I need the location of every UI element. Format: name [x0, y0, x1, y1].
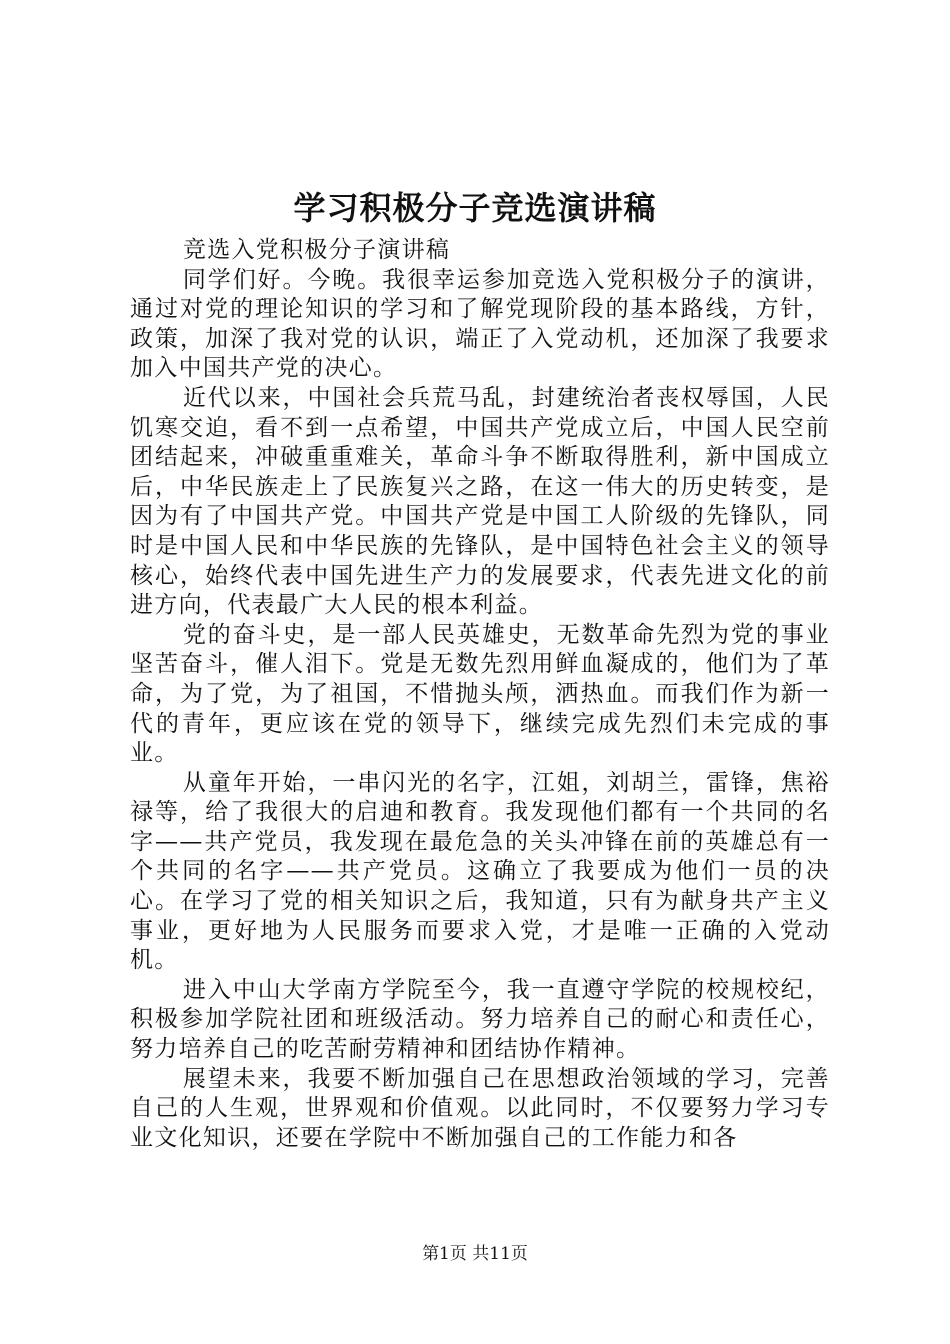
- paragraph: 同学们好。今晚。我很幸运参加竞选入党积极分子的演讲，通过对党的理论知识的学习和了解党现阶段的基本路线，方针，政策，加深了我对党的认识，端正了入党动机，还加深了我要求加入中国共产党的决心。: [130, 266, 830, 382]
- paragraph: 从童年开始，一串闪光的名字，江姐，刘胡兰，雷锋，焦裕禄等，给了我很大的启迪和教育。我发现他们都有一个共同的名字——共产党员，我发现在最危急的关头冲锋在前的英雄总有一个共同的名字——共产党员。这确立了我要成为他们一员的决心。在学习了党的相关知识之后，我知道，只有为献身共产主义事业，更好地为人民服务而要求入党，才是唯一正确的入党动机。: [130, 769, 830, 974]
- paragraph: 进入中山大学南方学院至今，我一直遵守学院的校规校纪，积极参加学院社团和班级活动。努力培养自己的耐心和责任心，努力培养自己的吃苦耐劳精神和团结协作精神。: [130, 976, 830, 1063]
- paragraph: 展望未来，我要不断加强自己在思想政治领域的学习，完善自己的人生观，世界观和价值观。以此同时，不仅要努力学习专业文化知识，还要在学院中不断加强自己的工作能力和各: [130, 1065, 830, 1151]
- document-title: 学习积极分子竞选演讲稿: [293, 189, 657, 227]
- page-footer: 第1页 共11页: [422, 1244, 528, 1264]
- paragraph: 党的奋斗史，是一部人民英雄史，无数革命先烈为党的事业坚苦奋斗，催人泪下。党是无数先烈用鲜血凝成的，他们为了革命，为了党，为了祖国，不惜抛头颅，洒热血。而我们作为新一代的青年，更应该在党的领导下，继续完成先烈们未完成的事业。: [130, 621, 830, 767]
- document-body: [130, 236, 830, 1153]
- paragraph-subtitle: 竞选入党积极分子演讲稿: [182, 237, 451, 263]
- paragraph: 近代以来，中国社会兵荒马乱，封建统治者丧权辱国，人民饥寒交迫，看不到一点希望，中国共产党成立后，中国人民空前团结起来，冲破重重难关，革命斗争不断取得胜利，新中国成立后，中华民族走上了民族复兴之路，在这一伟大的历史转变，是因为有了中国共产党。中国共产党是中国工人阶级的先锋队，同时是中国人民和中华民族的先锋队，是中国特色社会主义的领导核心，始终代表中国先进生产力的发展要求，代表先进文化的前进方向，代表最广大人民的根本利益。: [130, 384, 830, 619]
